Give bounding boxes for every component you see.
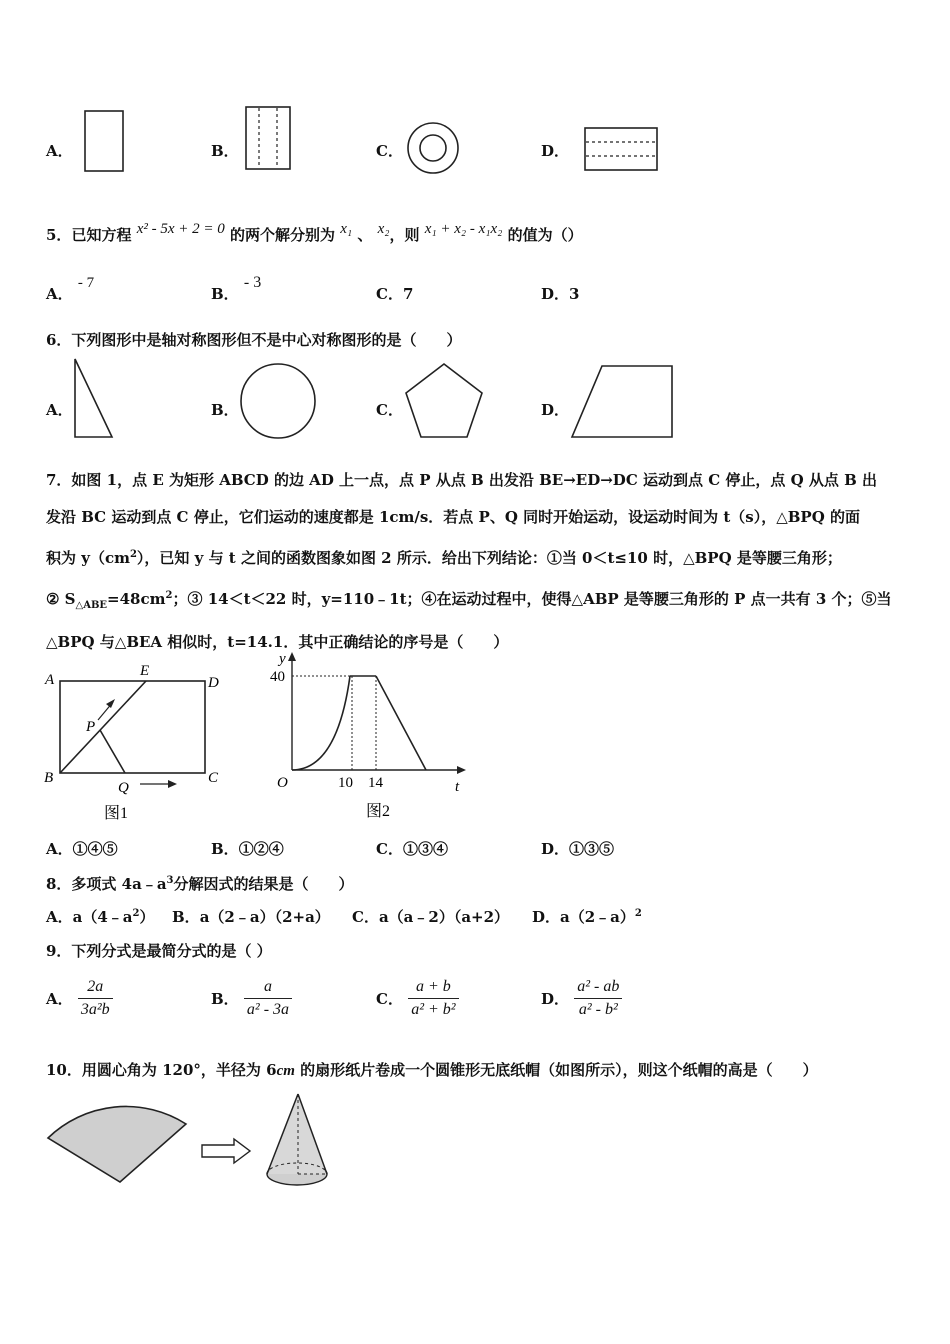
q7-option-d-label: D． [541,840,570,858]
q9-option-d-label: D． [541,990,570,1008]
q7-fig2-y-tick: 40 [270,669,285,685]
q8-option-d-label: D． [532,908,561,926]
q5-sep: 、 [357,226,373,244]
q6-option-d-label: D． [541,401,570,419]
q7-option-a-label: A． [46,840,73,858]
q5-x1: x₁ [340,221,353,237]
question-8 [46,873,354,894]
q9-option-c-fraction [408,978,458,1019]
q8-option-a [46,906,155,927]
q9-option-a-numerator: 2a [78,978,113,999]
q5-option-c-label: C． [376,285,403,303]
q7-option-d [541,838,614,859]
q7-option-b-label: B． [211,840,239,858]
q8-text-a: 8．多项式 4a﹣a [46,875,167,893]
q10-text-a: 10．用圆心角为 120°，半径为 6 [46,1061,277,1079]
q7-fig1-label-q: Q [118,780,129,796]
q10-sector-shape [48,1106,186,1182]
q8-option-a-sup: 2 [132,908,140,919]
q7-line-3b: ），已知 y 与 t 之间的函数图象如图 2 所示．给出下列结论：①当 0＜t≤10 时，△BPQ 是等腰三角形； [136,549,842,567]
q7-line-5: △BPQ 与△BEA 相似时，t=14.1．其中正确结论的序号是（ ） [46,633,509,651]
q6-option-a-label: A． [46,401,73,419]
q9-option-b-numerator: a [244,978,292,999]
q7-line-3-sup: 2 [129,549,137,560]
q7-line-4 [46,577,906,624]
q5-text-b: 的两个解分别为 [229,226,335,244]
q9-option-d [541,978,622,1019]
q7-fig2-t-tick-2: 14 [368,775,383,791]
q6-option-c-pentagon [400,360,488,442]
q7-figure-2 [262,648,472,828]
q4-option-b-label: B． [211,142,239,160]
q5-option-a [46,275,95,304]
q7-line-4a: ② S [46,590,76,608]
q5-text-d: 的值为（） [507,226,583,244]
q5-option-b-label: B． [211,285,239,303]
q5-option-d-label: D． [541,285,570,303]
q7-figure-1 [40,656,230,826]
q7-fig2-y-axis: y [279,651,286,667]
q5-option-d-value: 3 [569,285,580,303]
q7-option-d-value: ①③⑤ [569,840,615,858]
q5-number: 5． [46,226,72,244]
q7-fig2-t-axis: t [455,779,460,795]
q9-option-b [211,978,292,1019]
q7-option-c-value: ①③④ [402,840,448,858]
q9-option-d-numerator: a² - ab [574,978,622,999]
q7-line-1: 7．如图 1，点 E 为矩形 ABCD 的边 AD 上一点，点 P 从点 B 出发沿 BE→ED→DC 运动到点 C 停止，点 Q 从点 B 出 [46,471,877,489]
q7-fig1-label-c: C [208,770,219,786]
q5-equation: x² - 5x + 2 = 0 [136,221,225,237]
q8-option-d-value: a（2﹣a） [560,908,635,926]
q8-option-b [172,906,330,927]
q4-option-d-figure [580,120,662,176]
question-9: 9．下列分式是最简分式的是（ ） [46,942,272,960]
q9-option-b-label: B． [211,990,239,1008]
q7-line-4b: =48cm [107,590,166,608]
q7-line-4-sup: 2 [165,590,173,601]
q4-option-b-figure [240,104,296,172]
q9-option-c [376,978,459,1019]
q7-fig1-caption: 图1 [104,805,129,822]
q8-text-b: 分解因式的结果是（ ） [173,875,354,893]
question-5 [46,221,583,245]
q7-option-b [211,838,284,859]
q5-option-c-value: 7 [402,285,414,303]
q4-option-c-figure [404,118,464,178]
q6-option-c-label: C． [376,401,403,419]
q5-option-b-value: - 3 [243,274,262,291]
q7-line-4-sub: △ABE [75,600,108,611]
q7-fig2-caption: 图2 [366,803,391,820]
q8-option-d-sup: 2 [634,908,642,919]
q10-text-b: 的扇形纸片卷成一个圆锥形无底纸帽（如图所示），则这个纸帽的高是（ ） [294,1061,818,1079]
q7-fig2-origin: O [277,775,288,791]
q10-unit: cm [276,1063,295,1079]
q10-figure [42,1086,342,1192]
q7-option-c-label: C． [376,840,403,858]
q7-line-3a: 积为 y（cm [46,549,130,567]
q9-option-b-fraction [244,978,292,1019]
q7-option-b-value: ①②④ [238,840,284,858]
q8-option-b-label: B． [172,908,200,926]
q8-option-c-value: a（a﹣2）（a+2） [378,908,510,926]
question-7 [46,462,906,661]
q5-expression: x₁ + x₂ - x₁x₂ [424,221,503,237]
q9-option-a-fraction [78,978,113,1019]
q4-option-d-label: D． [541,142,570,160]
q9-option-a-denominator: 3a²b [80,1001,110,1018]
q6-option-b-label: B． [211,401,239,419]
q7-option-a-value: ①④⑤ [72,840,118,858]
q9-option-b-denominator: a² - 3a [246,1001,290,1018]
q7-fig1-label-d: D [208,675,219,691]
q8-option-c [352,906,509,927]
q9-option-c-numerator: a + b [408,978,458,999]
question-10 [46,1059,818,1080]
q9-option-d-fraction [574,978,622,1019]
q7-line-3 [46,536,906,577]
q9-option-a-label: A． [46,990,73,1008]
q7-fig1-label-p: P [86,719,96,735]
q10-cone-shape [267,1094,327,1185]
q5-option-a-value: - 7 [77,275,95,291]
q8-option-b-value: a（2﹣a）（2+a） [199,908,330,926]
q5-option-b [211,274,262,304]
q9-option-a [46,978,113,1019]
q5-text-c: ，则 [389,226,420,244]
q7-fig1-label-b: B [44,770,54,786]
q8-option-a-value-b: ） [139,908,155,926]
q6-option-d-trapezoid [566,362,678,442]
q5-option-c [376,283,413,304]
q4-option-a-figure [80,108,128,174]
question-6: 6．下列图形中是轴对称图形但不是中心对称图形的是（ ） [46,331,462,349]
q9-option-c-label: C． [376,990,403,1008]
q10-arrow-icon [202,1139,250,1163]
q7-fig1-label-a: A [45,672,55,688]
q8-option-a-label: A． [46,908,73,926]
q8-option-d [532,906,642,927]
q5-text-a: 已知方程 [71,226,132,244]
q6-option-a-triangle [70,356,118,442]
q8-sup: 3 [166,875,174,886]
q8-option-a-value: a（4﹣a [72,908,133,926]
q7-line-2: 发沿 BC 运动到点 C 停止，它们运动的速度都是 1cm/s．若点 P、Q 同时开始运动，设运动时间为 t（s），△BPQ 的面 [46,508,860,526]
q4-option-a-label: A． [46,142,73,160]
q7-option-a [46,838,118,859]
q9-option-c-denominator: a² + b² [411,1001,456,1018]
q7-option-c [376,838,448,859]
q5-option-d [541,283,579,304]
q4-option-c-label: C． [376,142,403,160]
q5-x2: x₂ [377,221,390,237]
q7-fig1-label-e: E [140,663,150,679]
q5-option-a-label: A． [46,285,73,303]
q7-fig2-t-tick-1: 10 [338,775,353,791]
q6-option-b-circle [236,360,320,444]
q7-line-4c: ；③ 14＜t＜22 时，y=110﹣1t；④在运动过程中，使得△ABP 是等腰三角形的 P 点一共有 3 个；⑤当 [172,590,892,608]
q8-option-c-label: C． [352,908,379,926]
q9-option-d-denominator: a² - b² [578,1001,618,1018]
